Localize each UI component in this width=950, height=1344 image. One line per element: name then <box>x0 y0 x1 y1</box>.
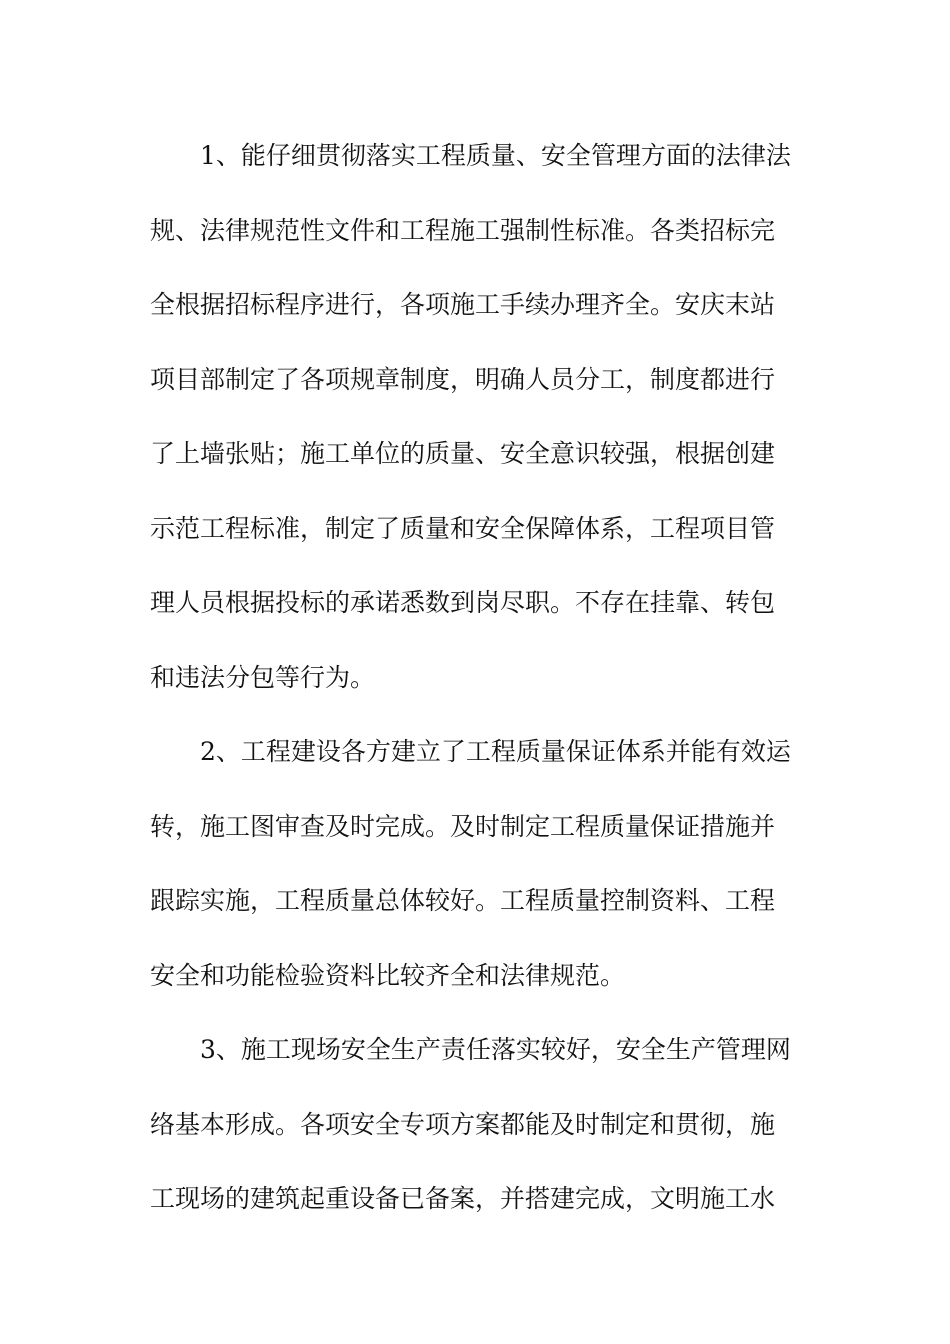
text-line: 安全和功能检验资料比较齐全和法律规范。 <box>150 960 626 990</box>
text-line: 转，施工图审查及时完成。及时制定工程质量保证措施并 <box>150 811 776 841</box>
text-line: 理人员根据投标的承诺悉数到岗尽职。不存在挂靠、转包 <box>150 588 776 617</box>
text-line: 跟踪实施，工程质量总体较好。工程质量控制资料、工程 <box>150 886 776 915</box>
text-line: 示范工程标准，制定了质量和安全保障体系，工程项目管 <box>150 513 776 543</box>
text-line: 和违法分包等行为。 <box>150 662 376 692</box>
paragraph-1 <box>150 123 810 719</box>
text-line: 了上墙张贴；施工单位的质量、安全意识较强，根据创建 <box>150 439 776 468</box>
text-line: 2、工程建设各方建立了工程质量保证体系并能有效运 <box>200 737 791 766</box>
text-line: 工现场的建筑起重设备已备案，并搭建完成，文明施工水 <box>150 1184 776 1213</box>
text-line: 全根据招标程序进行，各项施工手续办理齐全。安庆末站 <box>150 290 776 319</box>
text-line: 3、施工现场安全生产责任落实较好，安全生产管理网 <box>200 1035 791 1064</box>
text-line: 1、能仔细贯彻落实工程质量、安全管理方面的法律法 <box>200 141 791 170</box>
body-text <box>150 123 810 1241</box>
text-line: 规、法律规范性文件和工程施工强制性标准。各类招标完 <box>150 215 776 245</box>
text-line: 络基本形成。各项安全专项方案都能及时制定和贯彻，施 <box>150 1109 776 1139</box>
paragraph-2 <box>150 719 810 1017</box>
text-line: 项目部制定了各项规章制度，明确人员分工，制度都进行 <box>150 364 776 394</box>
paragraph-3 <box>150 1017 810 1241</box>
